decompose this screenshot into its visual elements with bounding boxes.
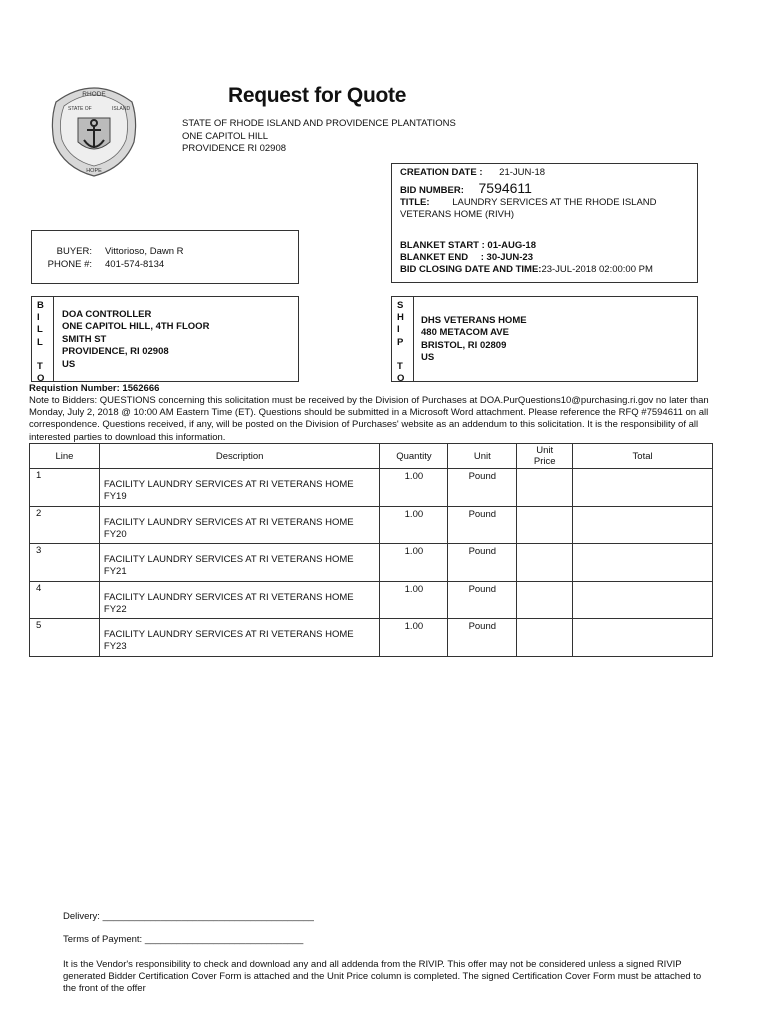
agency-address: [182, 118, 456, 156]
agency-line: STATE OF RHODE ISLAND AND PROVIDENCE PLANTATIONS: [182, 118, 456, 129]
cell-line: 3: [30, 544, 100, 582]
address-line: BRISTOL, RI 02809: [421, 339, 507, 351]
cell-unit: Pound: [448, 619, 517, 657]
cell-quantity: 1.00: [380, 619, 448, 657]
address-line: US: [421, 352, 435, 364]
phone-label: PHONE #:: [47, 258, 92, 270]
cell-line: 1: [30, 469, 100, 507]
desc-line: FY21: [103, 566, 127, 578]
cell-unit-price[interactable]: [517, 581, 573, 619]
col-description: Description: [99, 444, 380, 469]
ship-to-box: [391, 296, 698, 385]
address-line: SMITH ST: [62, 333, 107, 345]
cell-line: 5: [30, 619, 100, 657]
svg-text:HOPE: HOPE: [86, 168, 102, 174]
col-unit-price-line: Price: [533, 456, 556, 467]
desc-line: FACILITY LAUNDRY SERVICES AT RI VETERANS HOME: [103, 629, 354, 641]
bill-to-letter: L: [37, 324, 43, 336]
cell-quantity: 1.00: [380, 544, 448, 582]
address-line: ONE CAPITOL HILL, 4TH FLOOR: [62, 321, 210, 333]
delivery-field: Delivery: ________________________________________: [63, 911, 314, 922]
buyer-label: BUYER:: [56, 246, 92, 257]
desc-line: FACILITY LAUNDRY SERVICES AT RI VETERANS HOME: [103, 479, 354, 490]
note-to-bidders: Note to Bidders: QUESTIONS concerning this solicitation must be received by the Division of Purchases at DOA.PurQuestions10@purchasing.ri.gov no later than Monday, July 2, 2018 @ 10:00 AM Eastern Time (ET). Questions should be submitted in a Microsoft Word attachment. Please reference the RFQ #7594611 on all correspondence. Questions received, if any, will be posted on the Division of Purchases' website as an addendum to this solicitation. It is the responsibility of all interested parties to download this information.: [29, 395, 709, 443]
ship-to-label: [397, 300, 407, 385]
desc-line: FACILITY LAUNDRY SERVICES AT RI VETERANS HOME: [103, 516, 354, 528]
line-items-table: [29, 443, 713, 657]
agency-line: ONE CAPITOL HILL: [182, 130, 269, 142]
buyer-phone: 401-574-8134: [105, 258, 165, 270]
cell-quantity: 1.00: [380, 581, 448, 619]
buyer-box: [31, 230, 299, 284]
col-unit-price: [517, 444, 573, 469]
bill-to-address: [62, 309, 209, 371]
svg-text:STATE OF: STATE OF: [68, 106, 92, 112]
cell-total[interactable]: [573, 506, 713, 544]
cell-unit-price[interactable]: [517, 469, 573, 507]
desc-line: FY23: [103, 641, 127, 653]
table-row: [30, 581, 713, 619]
desc-line: FY22: [103, 603, 127, 615]
closing-date: 23-JUL-2018 02:00:00 PM: [541, 264, 653, 275]
cell-unit: Pound: [448, 469, 517, 507]
table-row: [30, 506, 713, 544]
cell-unit-price[interactable]: [517, 544, 573, 582]
title-label: TITLE:: [400, 197, 430, 208]
blanket-end-label: BLANKET END: [400, 252, 469, 263]
cell-total[interactable]: [573, 469, 713, 507]
terms-of-payment-field: Terms of Payment: ______________________________: [63, 934, 304, 945]
col-quantity: Quantity: [380, 444, 448, 469]
blanket-end: : 30-JUN-23: [480, 252, 534, 263]
desc-line: FY20: [103, 528, 127, 540]
bid-info-box: [391, 163, 698, 283]
cell-unit: Pound: [448, 544, 517, 582]
bid-number: 7594611: [478, 180, 532, 196]
bill-to-letter: L: [37, 336, 43, 348]
col-line: Line: [30, 444, 100, 469]
cell-unit: Pound: [448, 581, 517, 619]
ship-to-letter: I: [397, 324, 400, 336]
col-total: Total: [573, 444, 713, 469]
desc-line: FACILITY LAUNDRY SERVICES AT RI VETERANS HOME: [103, 554, 354, 566]
ship-to-letter: H: [397, 312, 404, 324]
cell-unit-price[interactable]: [517, 619, 573, 657]
closing-label: BID CLOSING DATE AND TIME:: [400, 264, 542, 275]
ship-to-letter: O: [397, 373, 405, 385]
cell-unit-price[interactable]: [517, 506, 573, 544]
blanket-start: : 01-AUG-18: [481, 240, 536, 251]
cell-total[interactable]: [573, 544, 713, 582]
cell-description: [99, 619, 380, 657]
ship-to-address: [421, 315, 527, 365]
address-line: DHS VETERANS HOME: [421, 315, 527, 326]
table-header-row: [30, 444, 713, 469]
table-row: [30, 469, 713, 507]
svg-text:RHODE: RHODE: [82, 91, 106, 98]
ship-to-letter: S: [397, 300, 404, 311]
bill-to-letter: T: [37, 361, 43, 372]
address-line: 480 METACOM AVE: [421, 327, 509, 339]
vendor-responsibility-note: It is the Vendor's responsibility to check and download any and all addenda from the RIVIP. This offer may not be considered unless a signed RIVIP generated Bidder Certification Cover Form is attached and the Unit Price column is completed. The signed Certification Cover Form must be attached to the front of the offer: [63, 959, 702, 994]
requisition-number: Requistion Number: 1562666: [29, 383, 160, 394]
page-title: Request for Quote: [228, 84, 407, 107]
bill-to-letter: I: [37, 312, 40, 324]
agency-line: PROVIDENCE RI 02908: [182, 143, 287, 154]
bid-number-label: BID NUMBER:: [400, 185, 464, 196]
creation-date: 21-JUN-18: [499, 167, 546, 178]
bill-to-label: [37, 300, 47, 385]
blanket-start-label: BLANKET START: [400, 240, 479, 251]
bid-title-line1: LAUNDRY SERVICES AT THE RHODE ISLAND: [452, 197, 657, 208]
ship-to-letter: T: [397, 361, 403, 372]
cell-quantity: 1.00: [380, 469, 448, 507]
col-unit-price-line: Unit: [536, 445, 554, 456]
cell-description: [99, 544, 380, 582]
cell-total[interactable]: [573, 581, 713, 619]
cell-unit: Pound: [448, 506, 517, 544]
address-line: DOA CONTROLLER: [62, 309, 152, 320]
cell-line: 4: [30, 581, 100, 619]
svg-text:ISLAND: ISLAND: [112, 106, 131, 112]
bid-title-line2: VETERANS HOME (RIVH): [400, 209, 515, 220]
table-row: [30, 544, 713, 582]
desc-line: FY19: [103, 491, 127, 502]
bill-to-letter: O: [37, 373, 45, 385]
cell-description: [99, 506, 380, 544]
ship-to-letter: P: [397, 336, 404, 348]
address-line: PROVIDENCE, RI 02908: [62, 346, 169, 358]
bill-to-letter: B: [37, 300, 44, 311]
cell-quantity: 1.00: [380, 506, 448, 544]
cell-description: [99, 469, 380, 507]
state-seal: [50, 80, 138, 178]
cell-description: [99, 581, 380, 619]
buyer-name: Vittorioso, Dawn R: [105, 246, 184, 257]
table-row: [30, 619, 713, 657]
cell-total[interactable]: [573, 619, 713, 657]
col-unit: Unit: [448, 444, 517, 469]
cell-line: 2: [30, 506, 100, 544]
bill-to-box: [31, 296, 299, 385]
creation-date-label: CREATION DATE :: [400, 167, 483, 178]
desc-line: FACILITY LAUNDRY SERVICES AT RI VETERANS HOME: [103, 591, 354, 603]
address-line: US: [62, 358, 76, 370]
